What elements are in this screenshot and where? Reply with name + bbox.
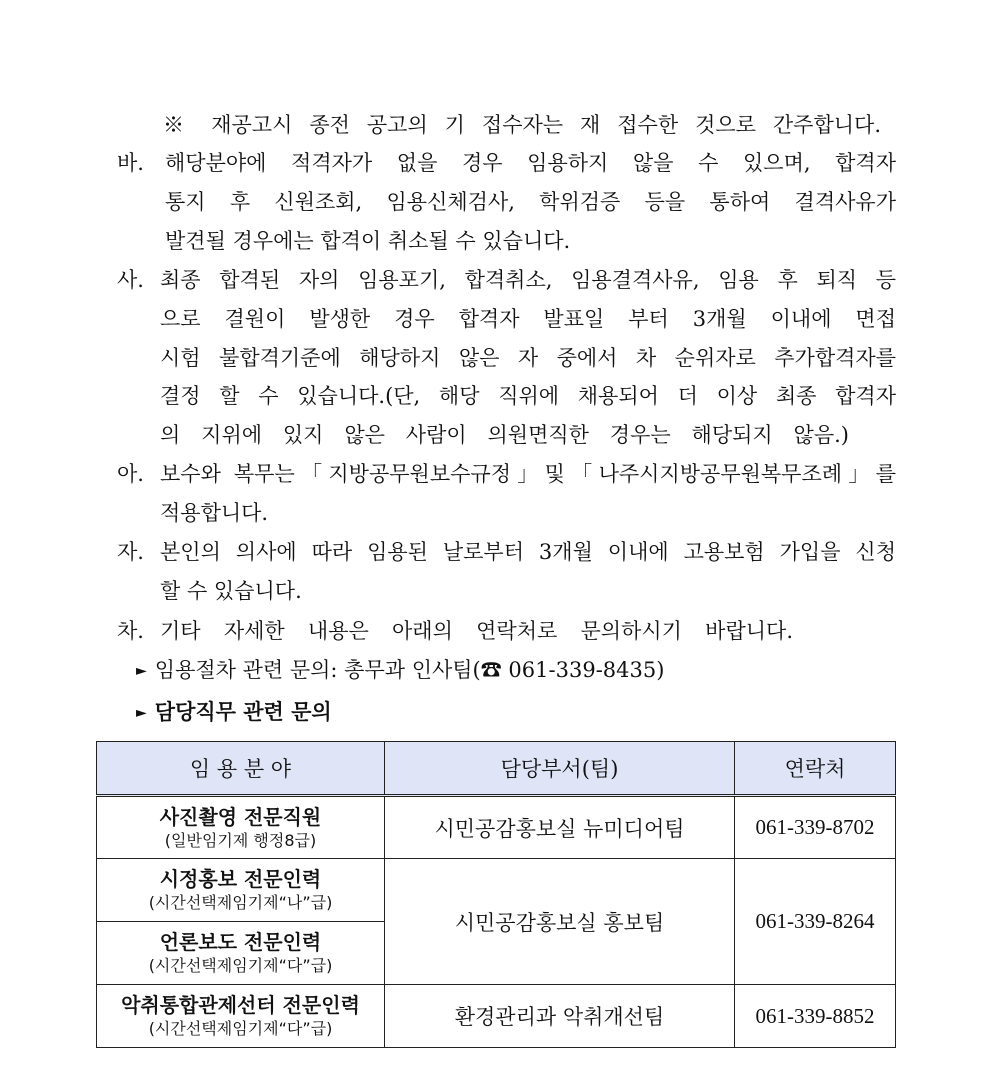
field-cell — [97, 796, 385, 859]
header-field: 임 용 분 야 — [97, 742, 385, 796]
item-ja-line: 본인의 의사에 따라 임용된 날로부터 3개월 이내에 고용보험 가입을 신청 — [160, 540, 896, 564]
item-ba-line: 통지 후 신원조회, 임용신체검사, 학위검증 등을 통하여 결격사유가 — [165, 190, 896, 214]
table-row — [97, 985, 896, 1048]
field-cell — [97, 859, 385, 922]
bullet-triangle-icon: ► — [136, 663, 147, 679]
contact-cell: 061-339-8264 — [735, 859, 896, 985]
contact-cell: 061-339-8852 — [735, 985, 896, 1048]
item-sa-line: 시험 불합격기준에 해당하지 않은 자 중에서 차 순위자로 추가합격자를 — [160, 346, 896, 370]
item-a-line: 보수와 복무는「지방공무원보수규정」및「나주시지방공무원복무조례」를 — [160, 462, 896, 486]
procedure-inquiry-text: 임용절차 관련 문의: 총무과 인사팀(☎ 061-339-8435) — [154, 658, 665, 682]
duty-inquiry-text: 담당직무 관련 문의 — [154, 699, 332, 724]
item-cha-line: 기타 자세한 내용은 아래의 연락처로 문의하시기 바랍니다. — [160, 619, 793, 643]
reannouncement-note: ※ 재공고시 종전 공고의 기 접수자는 재 접수한 것으로 간주합니다. — [163, 113, 881, 137]
item-sa-line: 으로 결원이 발생한 경우 합격자 발표일 부터 3개월 이내에 면접 — [160, 307, 896, 331]
item-cha-marker: 차. — [117, 619, 144, 643]
dept-cell: 시민공감홍보실 뉴미디어팀 — [385, 796, 735, 859]
item-a-marker: 아. — [117, 462, 144, 486]
field-cell — [97, 922, 385, 985]
item-ja-line: 할 수 있습니다. — [160, 579, 302, 603]
item-ba-marker: 바. — [117, 151, 144, 175]
field-title: 악취통합관제선터 전문인력 — [121, 993, 360, 1017]
contact-cell: 061-339-8702 — [735, 796, 896, 859]
dept-cell: 시민공감홍보실 홍보팀 — [385, 859, 735, 985]
table-row — [97, 859, 896, 922]
item-sa-line: 최종 합격된 자의 임용포기, 합격취소, 임용결격사유, 임용 후 퇴직 등 — [160, 268, 896, 292]
procedure-inquiry — [136, 656, 664, 687]
item-sa-marker: 사. — [117, 268, 144, 292]
table-header-row — [97, 742, 896, 796]
item-ba-line: 발견될 경우에는 합격이 취소될 수 있습니다. — [165, 229, 571, 253]
dept-cell: 환경관리과 악취개선팀 — [385, 985, 735, 1048]
table-row — [97, 796, 896, 859]
item-sa-line: 결정 할 수 있습니다.(단, 해당 직위에 채용되어 더 이상 최종 합격자 — [160, 384, 896, 408]
item-ba-line: 해당분야에 적격자가 없을 경우 임용하지 않을 수 있으며, 합격자 — [165, 151, 896, 175]
field-title: 언론보도 전문인력 — [159, 930, 322, 954]
field-grade: (시간선택제임기제“다”급) — [148, 956, 333, 975]
bullet-triangle-icon: ► — [136, 705, 147, 721]
contacts-table — [96, 741, 896, 1048]
field-title: 사진촬영 전문직원 — [159, 804, 322, 829]
item-a-line: 적용합니다. — [160, 501, 269, 525]
field-grade: (시간선택제임기제“나”급) — [148, 893, 333, 912]
duty-inquiry — [136, 698, 332, 729]
field-grade: (시간선택제임기제“다”급) — [148, 1019, 333, 1038]
header-contact: 연락처 — [735, 742, 896, 796]
header-dept: 담당부서(팀) — [385, 742, 735, 796]
field-title: 시정홍보 전문인력 — [159, 867, 322, 891]
item-sa-line: 의 지위에 있지 않은 사람이 의원면직한 경우는 해당되지 않음.) — [160, 423, 849, 447]
field-grade: (일반임기제 행정8급) — [164, 830, 317, 850]
item-ja-marker: 자. — [117, 540, 144, 564]
field-cell — [97, 985, 385, 1048]
